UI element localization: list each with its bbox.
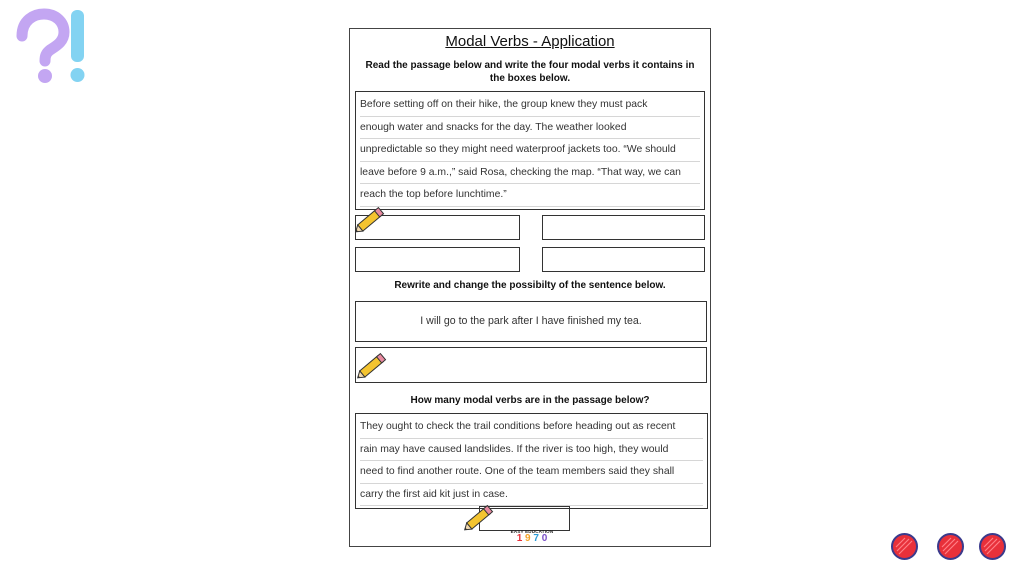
answer-box-3[interactable] [355, 247, 520, 272]
passage-1 [355, 91, 705, 210]
instruction-3: How many modal verbs are in the passage below? [410, 395, 650, 406]
exclamation-mark-icon [71, 10, 85, 82]
passage-line: enough water and snacks for the day. The weather looked [360, 117, 700, 140]
rewrite-answer-box[interactable] [355, 347, 707, 383]
slide-navigation [890, 532, 1012, 562]
logo [10, 6, 94, 86]
nav-dot-2[interactable] [936, 532, 965, 561]
passage-line: Before setting off on their hike, the group knew they must pack [360, 94, 700, 117]
instruction-1: Read the passage below and write the four modal verbs it contains in the boxes below. [365, 60, 695, 84]
worksheet [349, 28, 711, 547]
question-mark-icon [22, 14, 64, 83]
nav-dot-3[interactable] [978, 532, 1007, 561]
answer-box-2[interactable] [542, 215, 705, 240]
passage-line: unpredictable so they might need waterproof jackets too. “We should [360, 139, 700, 162]
nav-dot-1[interactable] [890, 532, 919, 561]
passage-line: They ought to check the trail conditions before heading out as recent [360, 416, 703, 439]
sentence-box: I will go to the park after I have finished my tea. [355, 301, 707, 342]
passage-line: leave before 9 a.m.,” said Rosa, checking the map. “That way, we can [360, 162, 700, 185]
passage-line: rain may have caused landslides. If the river is too high, they would [360, 439, 703, 462]
instruction-2: Rewrite and change the possibilty of the sentence below. [394, 280, 666, 291]
pencil-icon [353, 201, 389, 237]
passage-line: need to find another route. One of the team members said they shall [360, 461, 703, 484]
pencil-icon [355, 347, 391, 383]
passage-line: reach the top before lunchtime.” [360, 184, 700, 207]
pencil-icon [462, 499, 498, 535]
brand-digits: 1 9 7 0 [516, 533, 548, 544]
answer-box-4[interactable] [542, 247, 705, 272]
worksheet-title: Modal Verbs - Application [445, 33, 615, 50]
passage-line: carry the first aid kit just in case. [360, 484, 703, 507]
brand-logo: EASY EDUCATION 1 9 7 0 [510, 529, 554, 544]
passage-2 [355, 413, 708, 509]
